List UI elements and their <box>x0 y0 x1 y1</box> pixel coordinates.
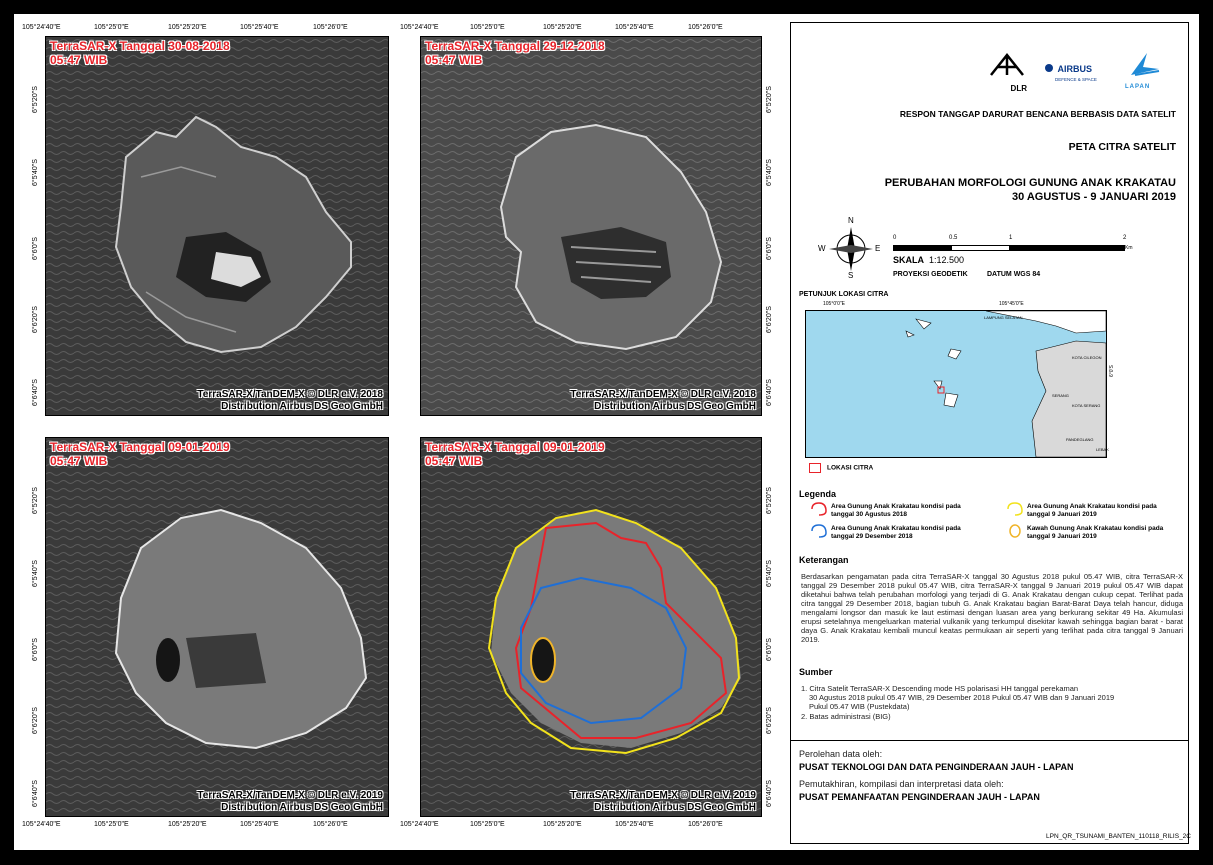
sumber-item: 1. Citra Satelit TerraSAR-X Descending mode HS polarisasi HH tanggal perekaman <box>801 684 1079 693</box>
keterangan-title: Keterangan <box>799 555 849 565</box>
keterangan-body: Berdasarkan pengamatan pada citra TerraSAR-X tanggal 30 Agustus 2018 pukul 05.47 WIB, citra TerraSAR-X tanggal 29 Desember 2018 pukul 05.47 WIB, citra TerraSAR-X tanggal 9 Januari 2019 pukul 05.47 WIB dapat diketahui bahwa telah perubahan morfologi yang terjadi di G. Anak Krakatau dengan cukup cepat. Terlihat pada citra tanggal 29 Desember 2018, bagian tubuh G. Anak Krakatau bagian Barat-Barat Daya telah hancur, diduga mengalami longsor dan masuk ke laut estimasi dengan luasan area yang berkurang sekitar 49 Ha. Akumulasi erupsi setelahnya mengeluarkan material vulkanik yang terkumpul disekitar kawah sehingga bagian barat - barat daya G. Anak Krakatau kembali muncul keatas permukaan air seperti yang terlihat pada citra tanggal 9 Januari 2019. <box>801 572 1183 644</box>
dlr-icon <box>987 51 1027 79</box>
lat-tick: 6°5'40"S <box>766 560 773 587</box>
peta-heading: PETA CITRA SATELIT <box>1068 141 1176 153</box>
lat-tick: 6°6'20"S <box>32 306 39 333</box>
lat-tick: 6°6'0"S <box>766 638 773 661</box>
legend-swatch-icon <box>1005 501 1025 517</box>
pemutakhiran-org: PUSAT PEMANFAATAN PENGINDERAAN JAUH - LAPAN <box>799 792 1040 802</box>
lat-tick: 6°6'0"S <box>32 638 39 661</box>
panel-credit: TerraSAR-X/TanDEM-X © DLR e.V. 2018 Distribution Airbus DS Geo GmbH <box>570 389 756 412</box>
lat-tick: 6°6'40"S <box>766 780 773 807</box>
airbus-logo: AIRBUS DEFENCE & SPACE <box>1045 59 1115 82</box>
lon-tick: 105°25'40"E <box>240 24 279 31</box>
panel-title: TerraSAR-X Tanggal 30-08-2018 05:47 WIB <box>50 39 230 67</box>
lat-tick: 6°5'20"S <box>32 487 39 514</box>
lon-tick: 105°25'20"E <box>543 24 582 31</box>
datum: DATUM WGS 84 <box>987 271 1041 278</box>
scale-bar: 0 0.5 1 2 Km <box>893 235 1133 251</box>
lon-tick: 105°26'0"E <box>688 24 723 31</box>
lon-tick: 105°25'0"E <box>470 821 505 828</box>
lon-tick: 105°25'20"E <box>168 24 207 31</box>
sar-image-2 <box>421 37 761 415</box>
lon-tick: 105°25'40"E <box>240 821 279 828</box>
lapan-logo: LAPAN <box>1125 49 1169 90</box>
inset-lat: 6°0'S <box>1109 365 1115 377</box>
pemutakhiran-label: Pemutakhiran, kompilasi dan interpretasi data oleh: <box>799 779 1004 789</box>
lon-tick: 105°26'0"E <box>313 24 348 31</box>
lat-tick: 6°6'20"S <box>766 306 773 333</box>
perolehan-label: Perolehan data oleh: <box>799 749 883 759</box>
inset-map: LAMPUNG SELATAN KOTA CILEGON SERANG KOTA SERANG PANDEGLANG LEBAK <box>805 310 1107 458</box>
lat-tick: 6°6'40"S <box>32 780 39 807</box>
sumber-item: Pukul 05.47 WIB (Pustekdata) <box>809 702 910 711</box>
lon-tick: 105°26'0"E <box>688 821 723 828</box>
sar-panel-2 <box>420 36 762 416</box>
panel-credit: TerraSAR-X/TanDEM-X © DLR e.V. 2018 Distribution Airbus DS Geo GmbH <box>197 389 383 412</box>
lon-tick: 105°25'0"E <box>94 24 129 31</box>
lon-tick: 105°24'40"E <box>22 24 61 31</box>
legend-swatch-icon <box>809 501 829 517</box>
lon-tick: 105°25'0"E <box>94 821 129 828</box>
info-panel: DLR AIRBUS DEFENCE & SPACE LAPAN RESPON TANGGAP DARURAT BENCANA BERBASIS DATA SATELIT PETA CITRA SATELIT PERUBAHAN MORFOLOGI GUNUNG ANAK KRAKATAU 30 AGUSTUS - 9 JANUARI 2019 N S E W 0 0.5 1 2 Km SKALA 1:12.500 PROYEKSI GEODETIK DATUM WGS 84 PETUNJUK LOKASI CITRA 105°0'0"E 105°45'0"E LAMPUNG SELATAN KOTA CILEGON SERANG KOTA SERANG PANDEGLANG LEBAK 6°0'S LOKASI CITRA Legenda Area Gunung Anak Krakatau kondisi pada tanggal 30 Agustus 2018 Area Gunung Anak Krakatau kondisi pada tanggal 9 Januari 2019 Area Gunung Anak Krakatau kondisi pada tanggal 29 Desember 2018 Kawah Gunung Anak Krakatau kondisi pada tanggal 9 Januari 2019 Keterangan Berdasarkan pengamatan pada citra TerraSAR-X tanggal 30 Agustus 2018 pukul 05.47 WIB, citra TerraSAR-X tanggal 29 Desember 2018 pukul 05.47 WIB, citra TerraSAR-X tanggal 9 Januari 2019 pukul 05.47 WIB dapat diketahui bahwa telah perubahan morfologi yang terjadi di G. Anak Krakatau dengan cukup cepat. Terlihat pada citra tanggal 29 Desember 2018, bagian tubuh G. Anak Krakatau bagian Barat-Barat Daya telah hancur, diduga mengalami longsor dan masuk ke laut estimasi dengan luasan area yang berkurang sekitar 49 Ha. Akumulasi erupsi setelahnya mengeluarkan material vulkanik yang terkumpul disekitar kawah sehingga bagian barat - barat daya G. Anak Krakatau kembali muncul keatas permukaan air seperti yang terlihat pada citra tanggal 9 Januari 2019. Sumber 1. Citra Satelit TerraSAR-X Descending mode HS polarisasi HH tanggal perekaman 30 Agustus 2018 pukul 05.47 WIB, 29 Desember 2018 Pukul 05.47 WIB dan 9 Januari 2019 Pukul 05.47 WIB (Pustekdata) 2. Batas administrasi (BIG) Perolehan data oleh: PUSAT TEKNOLOGI DAN DATA PENGINDERAAN JAUH - LAPAN Pemutakhiran, kompilasi dan interpretasi data oleh: PUSAT PEMANFAATAN PENGINDERAAN JAUH - LAPAN <box>790 22 1189 844</box>
inset-legend: LOKASI CITRA <box>809 463 873 473</box>
map-dates: 30 AGUSTUS - 9 JANUARI 2019 <box>1011 191 1176 203</box>
legend-swatch-icon <box>809 523 829 539</box>
lat-tick: 6°6'40"S <box>32 379 39 406</box>
projection: PROYEKSI GEODETIK <box>893 271 968 278</box>
legend-swatch-icon <box>1005 523 1025 539</box>
inset-land <box>806 311 1106 457</box>
lon-tick: 105°25'20"E <box>543 821 582 828</box>
sumber-item: 2. Batas administrasi (BIG) <box>801 712 891 721</box>
inset-lon-1: 105°0'0"E <box>823 301 845 307</box>
lon-tick: 105°24'40"E <box>22 821 61 828</box>
lon-tick: 105°25'20"E <box>168 821 207 828</box>
legenda-title: Legenda <box>799 489 837 499</box>
inset-lon-2: 105°45'0"E <box>999 301 1024 307</box>
lapan-icon <box>1125 49 1165 79</box>
map-title: PERUBAHAN MORFOLOGI GUNUNG ANAK KRAKATAU <box>884 177 1176 189</box>
lat-tick: 6°5'40"S <box>32 159 39 186</box>
panel-credit: TerraSAR-X/TanDEM-X © DLR e.V. 2019 Distribution Airbus DS Geo GmbH <box>197 790 383 813</box>
lat-tick: 6°5'20"S <box>32 86 39 113</box>
compass-rose: N S E W <box>818 216 881 280</box>
crater-2019 <box>531 638 555 682</box>
lon-tick: 105°24'40"E <box>400 821 439 828</box>
inset-title: PETUNJUK LOKASI CITRA <box>799 291 889 298</box>
lat-tick: 6°6'0"S <box>32 237 39 260</box>
scale-label: SKALA 1:12.500 <box>893 255 965 265</box>
dlr-logo: DLR <box>987 51 1033 91</box>
panel-title: TerraSAR-X Tanggal 29-12-2018 05:47 WIB <box>425 39 605 67</box>
panel-title: TerraSAR-X Tanggal 09-01-2019 05:47 WIB <box>50 440 230 468</box>
lat-tick: 6°6'20"S <box>32 707 39 734</box>
respon-heading: RESPON TANGGAP DARURAT BENCANA BERBASIS DATA SATELIT <box>899 109 1176 119</box>
lon-tick: 105°25'40"E <box>615 821 654 828</box>
divider <box>791 740 1188 741</box>
sar-image-4 <box>421 438 761 816</box>
sar-panel-1 <box>45 36 389 416</box>
sumber-item: 30 Agustus 2018 pukul 05.47 WIB, 29 Desember 2018 Pukul 05.47 WIB dan 9 Januari 2019 <box>809 693 1115 702</box>
lat-tick: 6°5'20"S <box>766 86 773 113</box>
lat-tick: 6°5'20"S <box>766 487 773 514</box>
panel-title: TerraSAR-X Tanggal 09-01-2019 05:47 WIB <box>425 440 605 468</box>
document-code: LPN_QR_TSUNAMI_BANTEN_110118_RILIS_2C <box>1046 833 1191 840</box>
perolehan-org: PUSAT TEKNOLOGI DAN DATA PENGINDERAAN JAUH - LAPAN <box>799 762 1074 772</box>
sumber-title: Sumber <box>799 667 833 677</box>
lon-tick: 105°25'40"E <box>615 24 654 31</box>
lat-tick: 6°6'20"S <box>766 707 773 734</box>
sar-panel-3 <box>45 437 389 817</box>
lat-tick: 6°6'0"S <box>766 237 773 260</box>
lon-tick: 105°24'40"E <box>400 24 439 31</box>
lat-tick: 6°5'40"S <box>766 159 773 186</box>
compass-icon <box>818 216 881 280</box>
panel-credit: TerraSAR-X/TanDEM-X © DLR e.V. 2019 Distribution Airbus DS Geo GmbH <box>570 790 756 813</box>
sar-image-3 <box>46 438 388 816</box>
sar-image-1 <box>46 37 388 415</box>
lon-tick: 105°26'0"E <box>313 821 348 828</box>
lat-tick: 6°6'40"S <box>766 379 773 406</box>
sar-panel-4 <box>420 437 762 817</box>
lon-tick: 105°25'0"E <box>470 24 505 31</box>
lat-tick: 6°5'40"S <box>32 560 39 587</box>
